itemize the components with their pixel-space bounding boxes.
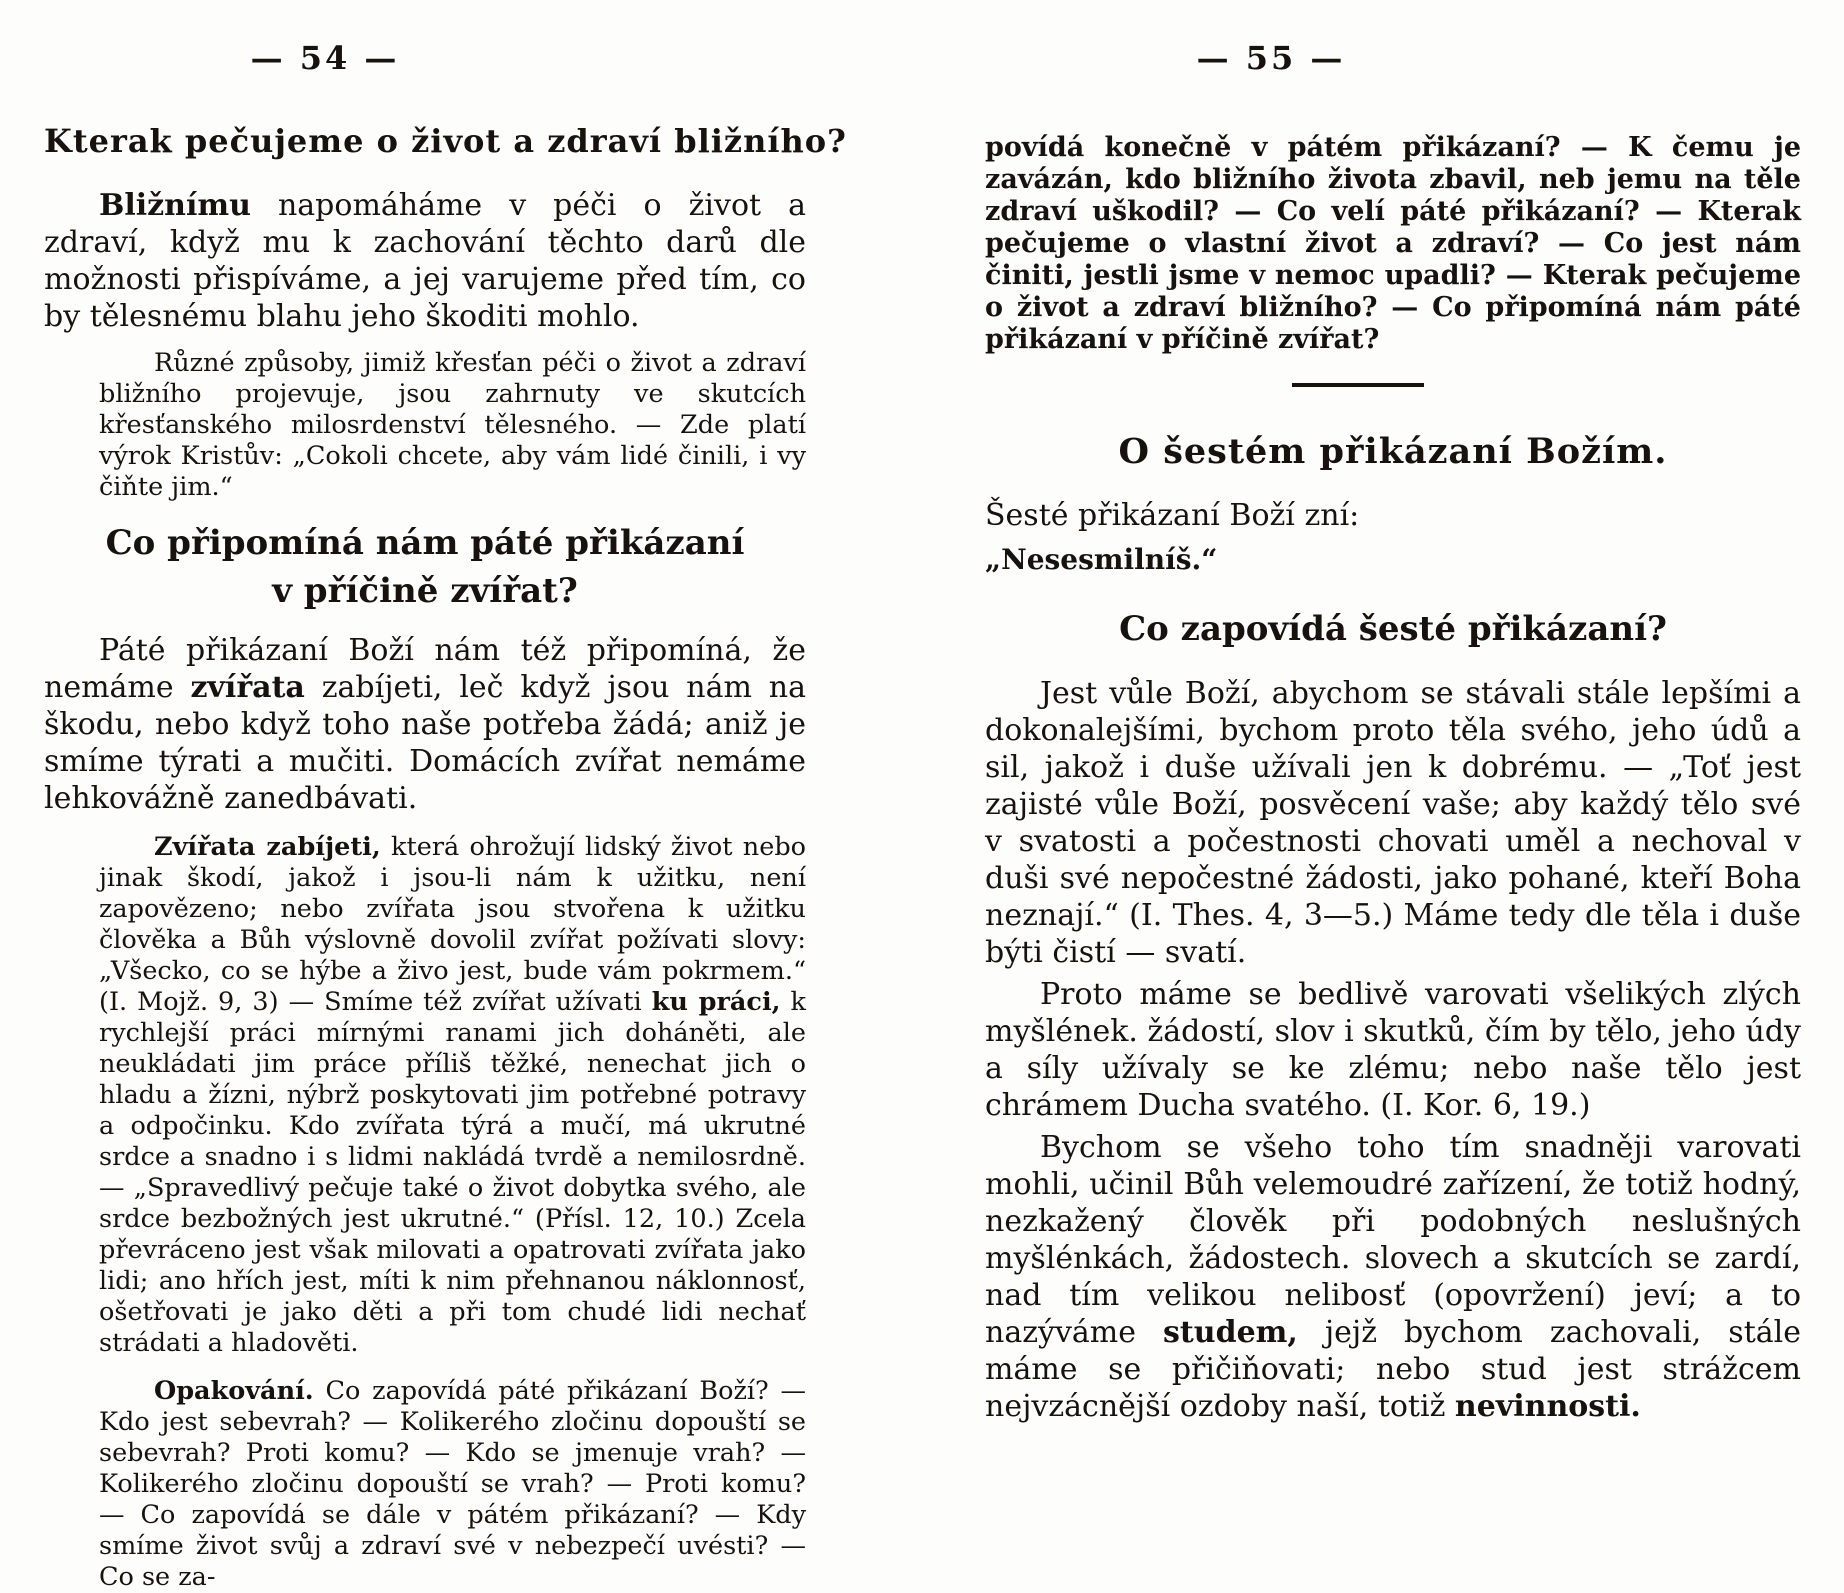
section-divider	[1292, 383, 1424, 387]
review-questions-note: Opakování. Co zapovídá páté přikázaní Boží? — Kdo jest sebevrah? — Kolikerého zločinu dopouští se sebevrah? Proti komu? — Kdo se jmenuje vrah? — Kolikerého zločinu dopouští se vrah? — Proti komu? — Co zapovídá se dále v pátém přikázaní? — Kdy smíme život svůj a zdraví své v nebezpečí uvésti? — Co se za-	[99, 1376, 806, 1592]
section-heading	[44, 519, 806, 615]
body-paragraph: Proto máme se bedlivě varovati všelikých zlých myšlének. žádostí, slov i skutků, čím by tělo, jeho údy a síly užívaly se ke zlému; nebo naše tělo jest chrámem Ducha svatého. (I. Kor. 6, 19.)	[985, 977, 1801, 1123]
explanatory-note: Zvířata zabíjeti, která ohrožují lidský život nebo jinak škodí, jakož i jsou-li nám k užitku, není zapovězeno; nebo zvířata jsou stvořena k užitku člověka a Bůh výslovně dovolil zvířat požívati slovy: „Všecko, co se hýbe a živo jest, bude vám pokrmem.“ (I. Mojž. 9, 3) — Smíme též zvířat užívati ku práci, k rychlejší práci mírnými ranami jich doháněti, ale neukládati jim práce příliš těžké, nenechat jich o hladu a žízni, nýbrž poskytovati jim potřebné potravy a odpočinku. Kdo zvířata týrá a mučí, má ukrutné srdce a snadno i s lidmi nakládá tvrdě a nemilosrdně. — „Spravedlivý pečuje také o život dobytka svého, ale srdce bezbožných jest ukrutné.“ (Přísl. 12, 10.) Zcela převráceno jest však milovati a opatrovati zvířata jako lidi; ano hřích jest, míti k nim přehnanou náklonnosť, ošetřovati je jako děti a při tom chudé lidi nechať strádati a hladověti.	[99, 832, 806, 1358]
chapter-title: Kterak pečujeme o život a zdraví bližního?	[44, 122, 847, 160]
body-paragraph: Bližnímu napomáháme v péči o život a zdraví, když mu k zachování těchto darů dle možnosti přispíváme, a jej varujeme před tím, co by tělesnému blahu jeho škoditi mohlo.	[44, 188, 806, 334]
book-page-right	[985, 38, 1801, 1425]
review-questions-continued: povídá konečně v pátém přikázaní? — K čemu je zavázán, kdo bližního života zbavil, neb jemu na těle zdraví uškodil? — Co velí páté přikázaní? — Kterak pečujeme o vlastní život a zdraví? — Co jest nám činiti, jestli jsme v nemoc upadli? — Kterak pečujeme o život a zdraví bližního? — Co připomíná nám páté přikázaní v příčině zvířat?	[985, 132, 1801, 355]
section-heading-line: Co připomíná nám páté přikázaní	[105, 523, 745, 563]
chapter-title: O šestém přikázaní Božím.	[1118, 431, 1668, 472]
book-page-left	[44, 38, 847, 1593]
body-paragraph: Páté přikázaní Boží nám též připomíná, že nemáme zvířata zabíjeti, leč když jsou nám na škodu, nebo když toho naše potřeba žádá; aniž je smíme týrati a mučiti. Domácích zvířat nemáme lehkovážně zanedbávati.	[44, 633, 806, 816]
body-paragraph: Jest vůle Boží, abychom se stávali stále lepšími a dokonalejšími, bychom proto těla svého, jeho údů a sil, jakož i duše užívali jen k dobrému. — „Toť jest zajisté vůle Boží, posvěcení vaše; aby každý tělo své v svatosti a počestnosti chovati uměl a nechoval v duši své nepočestné žádosti, jako pohané, kteří Boha neznají.“ (I. Thes. 4, 3—5.) Máme tedy dle těla i duše býti čistí — svatí.	[985, 676, 1801, 970]
section-heading-line: v příčině zvířat?	[272, 571, 578, 611]
section-heading: Co zapovídá šesté přikázaní?	[1119, 609, 1667, 649]
page-number: — 54 —	[250, 39, 400, 77]
body-paragraph: Bychom se všeho toho tím snadněji varovati mohli, učinil Bůh velemoudré zařízení, že totiž hodný, nezkažený člověk při podobných neslušných myšlénkách, žádostech. slovech a skutcích se zardí, nad tím velikou nelibosť (opovržení) jeví; a to nazýváme studem, jejž bychom zachovali, stále máme se přičiňovati; nebo stud jest strážcem nejvzácnější ozdoby naší, totiž nevinnosti.	[985, 1130, 1801, 1424]
page-number: — 55 —	[1196, 39, 1346, 77]
explanatory-note: Různé způsoby, jimiž křesťan péči o život a zdraví bližního projevuje, jsou zahrnuty ve skutcích křesťanského milosrdenství tělesného. — Zde platí výrok Kristův: „Cokoli chcete, aby vám lidé činili, i vy čiňte jim.“	[99, 348, 806, 502]
lead-line: Šesté přikázaní Boží zní:	[985, 498, 1360, 533]
commandment-text: „Nesesmilníš.“	[985, 543, 1218, 576]
